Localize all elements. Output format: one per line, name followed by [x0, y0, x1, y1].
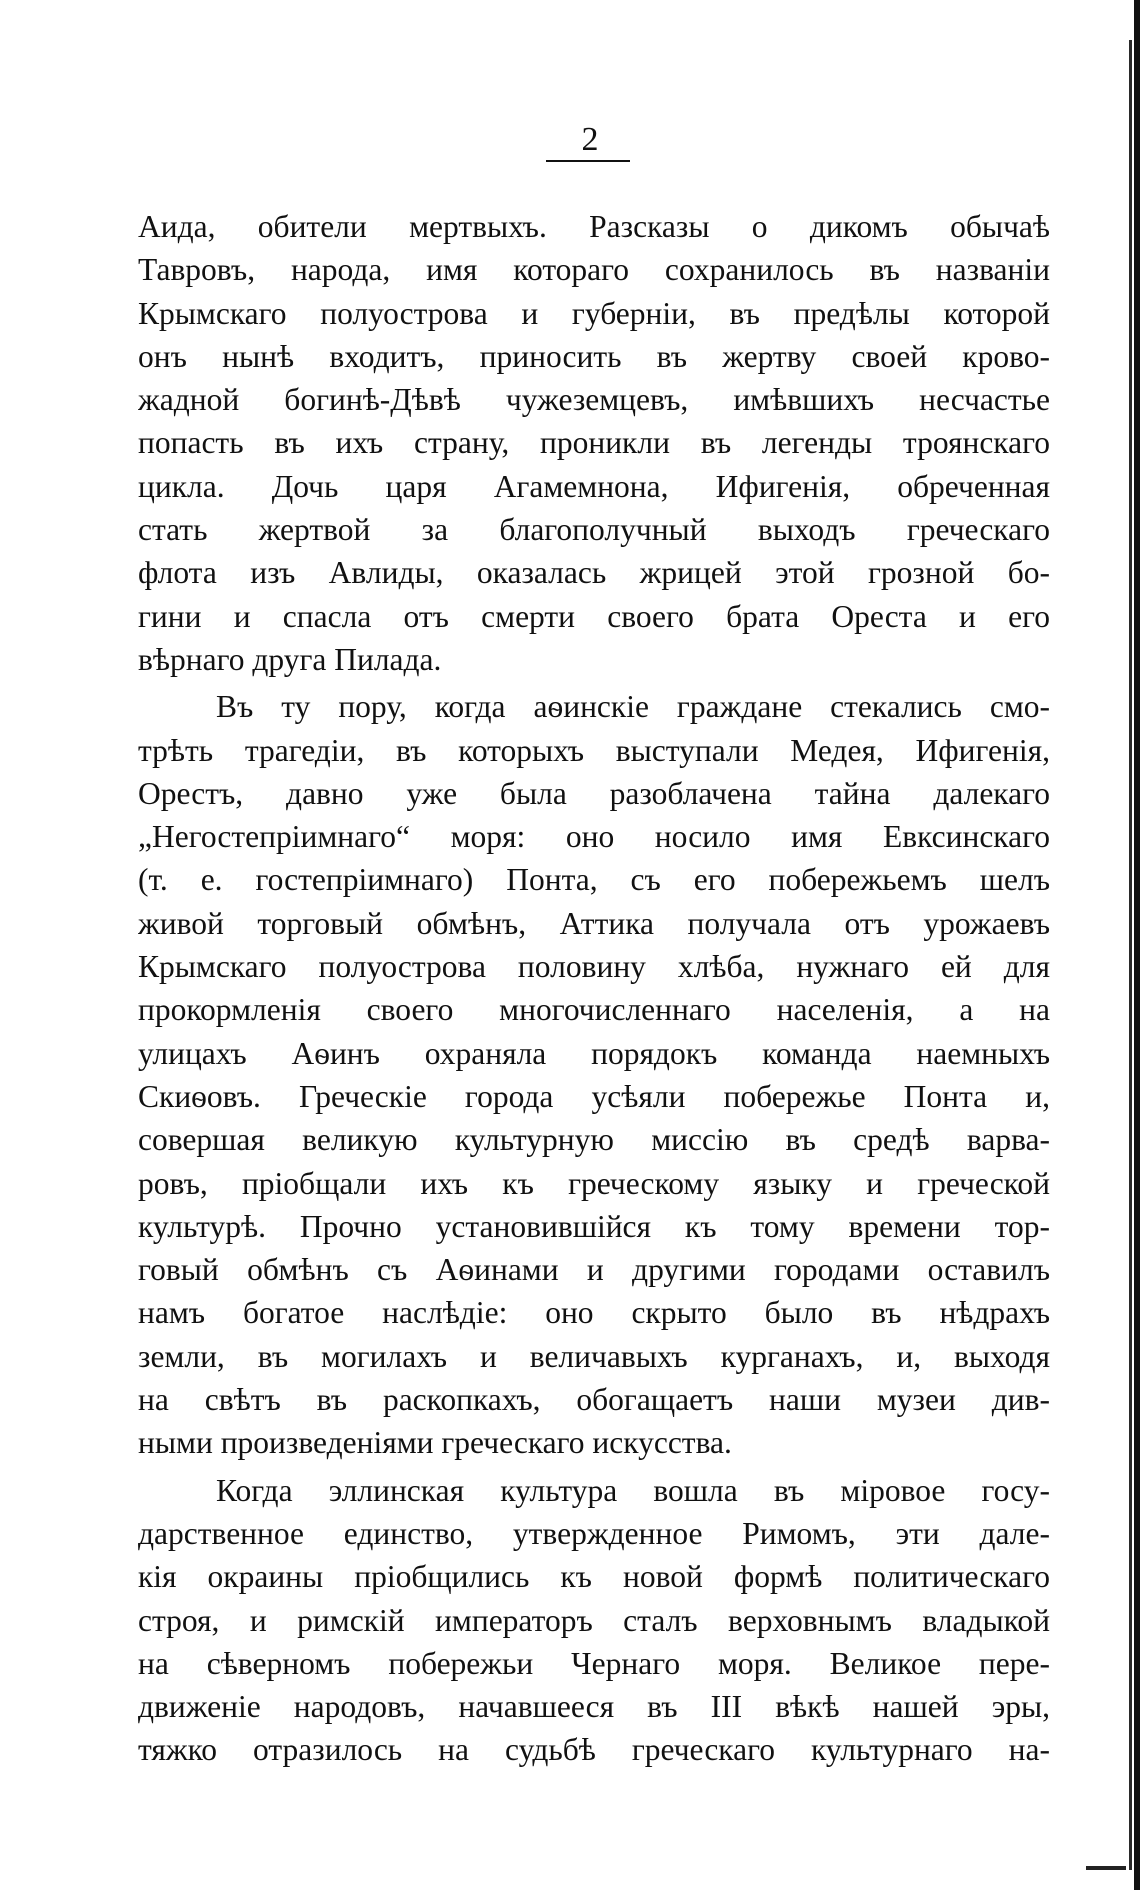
text-line: совершая великую культурную миссiю въ средѣ варва- — [138, 1122, 1050, 1158]
paragraph-2 — [138, 685, 1050, 1464]
text-line: цикла. Дочь царя Агамемнона, Ифигенiя, обреченная — [138, 468, 1050, 504]
text-line: улицахъ Аѳинъ охраняла порядокъ команда наемныхъ — [138, 1035, 1050, 1071]
text-line: тяжко отразилось на судьбѣ греческаго культурнаго на- — [138, 1732, 1050, 1768]
text-line: культурѣ. Прочно установившiйся къ тому времени тор- — [138, 1208, 1050, 1244]
text-line: ными произведенiями греческаго искусства. — [138, 1425, 732, 1461]
text-line: говый обмѣнъ съ Аѳинами и другими городами оставилъ — [138, 1252, 1050, 1288]
text-line: гини и спасла отъ смерти своего брата Ореста и его — [138, 598, 1050, 634]
text-line: ровъ, прiобщали ихъ къ греческому языку и греческой — [138, 1165, 1050, 1201]
body-text — [138, 205, 1050, 1772]
text-line: Аида, обители мертвыхъ. Разсказы о дикомъ обычаѣ — [138, 209, 1050, 244]
text-line: Крымскаго полуострова и губернiи, въ предѣлы которой — [138, 295, 1050, 331]
text-line: земли, въ могилахъ и величавыхъ курганахъ, и, выходя — [138, 1338, 1050, 1374]
paragraph-1 — [138, 205, 1050, 681]
text-line: на свѣтъ въ раскопкахъ, обогащаетъ наши музеи див- — [138, 1382, 1050, 1418]
text-line: Когда эллинская культура вошла въ мiровое госу- — [216, 1472, 1050, 1508]
paragraph-3 — [138, 1469, 1050, 1772]
text-line: флота изъ Авлиды, оказалась жрицей этой грозной бо- — [138, 555, 1050, 591]
text-line: онъ нынѣ входитъ, приносить въ жертву своей крово- — [138, 338, 1050, 374]
text-line: прокормленiя своего многочисленнаго населенiя, а на — [138, 992, 1050, 1028]
text-line: Скиѳовъ. Греческiе города усѣяли побережье Понта и, — [138, 1078, 1050, 1114]
text-line: Крымскаго полуострова половину хлѣба, нужнаго ей для — [138, 949, 1050, 985]
text-line: попасть въ ихъ страну, проникли въ легенды троянскаго — [138, 425, 1050, 461]
text-line: Въ ту пору, когда аѳинскiе граждане стекались смо- — [216, 689, 1050, 725]
page-edge-line — [1129, 40, 1132, 1870]
text-line: Тавровъ, народа, имя котораго сохранилось въ названiи — [138, 252, 1050, 288]
text-line: дарственное единство, утвержденное Римомъ, эти дале- — [138, 1515, 1050, 1551]
page-edge-shadow — [1134, 0, 1140, 1890]
text-line: намъ богатое наслѣдiе: оно скрыто было въ нѣдрахъ — [138, 1295, 1050, 1331]
text-line: жадной богинѣ-Дѣвѣ чужеземцевъ, имѣвшихъ несчастье — [138, 382, 1050, 418]
text-line: строя, и римскiй императоръ сталъ верховнымъ владыкой — [138, 1602, 1050, 1638]
text-line: живой торговый обмѣнъ, Аттика получала отъ урожаевъ — [138, 905, 1050, 941]
text-line: вѣрнаго друга Пилада. — [138, 641, 442, 677]
page-number-underline — [546, 160, 630, 162]
text-line: Орестъ, давно уже была разоблачена тайна далекаго — [138, 775, 1050, 811]
text-line: (т. е. гостепрiимнаго) Понта, съ его побережьемъ шелъ — [138, 862, 1050, 898]
text-line: стать жертвой за благополучный выходъ греческаго — [138, 512, 1050, 548]
scan-mark — [1086, 1866, 1126, 1870]
text-line: на сѣверномъ побережьи Чернаго моря. Великое пере- — [138, 1645, 1050, 1681]
text-line: „Негостепрiимнаго“ моря: оно носило имя Евксинскаго — [138, 819, 1050, 855]
text-line: движенiе народовъ, начавшееся въ III вѣкѣ нашей эры, — [138, 1689, 1050, 1725]
text-line: кiя окраины прiобщились къ новой формѣ политическаго — [138, 1559, 1050, 1595]
text-line: трѣть трагедiи, въ которыхъ выступали Медея, Ифигенiя, — [138, 732, 1050, 768]
page-number: 2 — [581, 121, 599, 158]
